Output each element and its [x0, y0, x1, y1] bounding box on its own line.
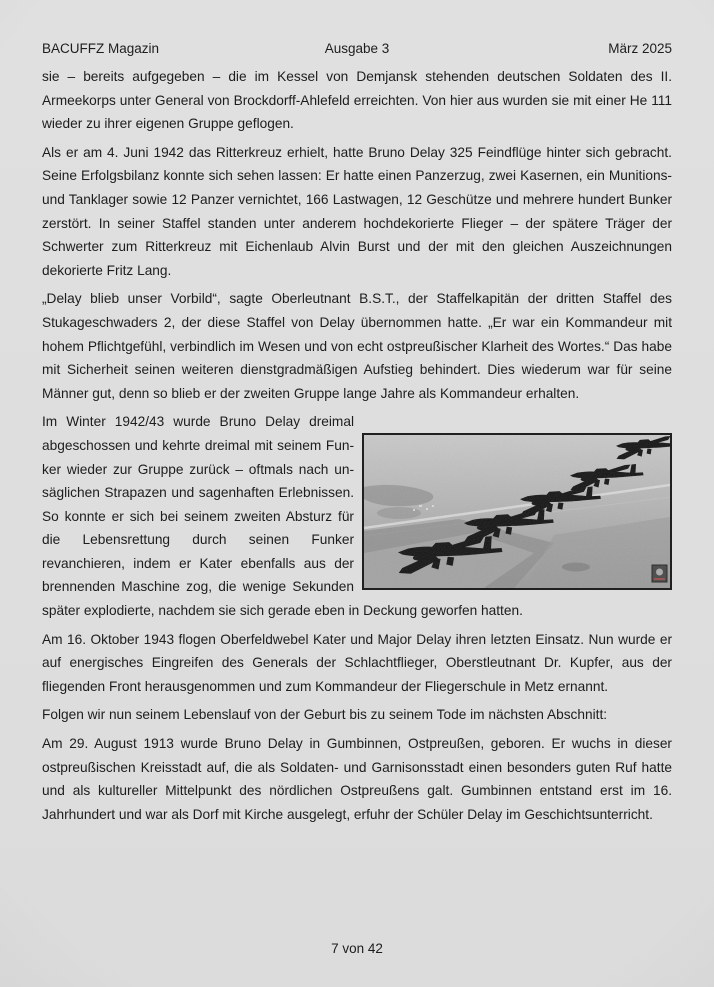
paragraph-text: „Delay blieb unser Vorbild“, sagte Oberleutnant B.S.T., der Staffelkapitän der dritten Staffel des Stukageschwaders 2, der diese Staffel von Delay übernommen hatte. „Er war ein Kommandeur mit hohem Pflichtgefühl, verbindlich im Wesen und von echt ostpreußischer Klarheit des Wortes.“ Das habe mit Sicherheit seinen weiteren dienstgradmäßigen Aufstieg behindert. Dies wiederum war für seine Männer gut, denn so blieb er der zweiten Gruppe lange Jahre als Kommandeur erhalten.: [42, 291, 672, 401]
date-label: März 2025: [608, 41, 672, 56]
paragraph-text: Im Winter 1942/43 wurde Bruno Delay dreimal abgeschossen und kehrte dreimal mit seinem Funker wieder zur Gruppe zurück – oftmals nach unsäglichen Strapazen und sagenhaften Erlebnissen. So konnte er sich bei seinem zweiten Absturz für die Lebensrettung durch seinen Funker revanchieren, indem er Kater ebenfalls aus der brennenden Maschine zog, die wenige Sekunden später explodierte, nachdem sie sich gerade eben in Deckung geworfen hatten.: [42, 414, 523, 619]
paragraph: [42, 287, 672, 405]
paragraph-with-photo: [42, 410, 672, 622]
magazine-title: BACUFFZ Magazin: [42, 41, 160, 56]
article-body: [42, 65, 672, 826]
page-footer: [0, 941, 714, 956]
paragraph: [42, 703, 672, 727]
paragraph: [42, 732, 672, 826]
paragraph: [42, 65, 672, 136]
issue-label: Ausgabe 3: [324, 41, 390, 56]
paragraph-text: Folgen wir nun seinem Lebenslauf von der Geburt bis zu seinem Tode im nächsten Abschnitt:: [42, 707, 608, 723]
paragraph-text: Am 16. Oktober 1943 flogen Oberfeldwebel Kater und Major Delay ihren letzten Einsatz. Nun wurde er auf energisches Eingreifen des Generals der Schlachtflieger, Oberstleutnant Dr. Kupfer, aus der fliegenden Front herausgenommen und zum Kommandeur der Fliegerschule in Metz ernannt.: [42, 631, 672, 694]
stuka-formation-photo-image: [364, 435, 670, 588]
page-number: 7 von 42: [331, 941, 383, 956]
paragraph: [42, 628, 672, 699]
page-header: [42, 40, 672, 58]
paragraph-text: sie – bereits aufgegeben – die im Kessel von Demjansk stehenden deutschen Soldaten des II. Armeekorps unter General von Brockdorff-Ahlefeld erreichten. Von hier aus wurden sie mit einer He 111 wieder zu ihrer eigenen Gruppe geflogen.: [42, 69, 672, 132]
paragraph-text: Am 29. August 1913 wurde Bruno Delay in Gumbinnen, Ostpreußen, geboren. Er wuchs in dieser ostpreußischen Kreisstadt auf, die als Soldaten- und Garnisonsstadt einen besonders guten Ruf hatte und als kultureller Mittelpunkt des nördlichen Ostpreußens galt. Gumbinnen entstand erst im 16. Jahrhundert und war als Dorf mit Kirche ausgelegt, erfuhr der Schüler Delay im Geschichtsunterricht.: [42, 736, 672, 822]
paragraph-text: Als er am 4. Juni 1942 das Ritterkreuz erhielt, hatte Bruno Delay 325 Feindflüge hinter sich gebracht. Seine Erfolgsbilanz konnte sich sehen lassen: Er hatte einen Panzerzug, zwei Kasernen, ein Munitions- und Tanklager sowie 12 Panzer vernichtet, 166 Lastwagen, 12 Geschütze und mehrere hundert Bunker zerstört. In seiner Staffel standen unter anderem hochdekorierte Flieger – der spätere Träger der Schwerter zum Ritterkreuz mit Eichenlaub Alvin Burst und der mit den gleichen Auszeichnungen dekorierte Fritz Lang.: [42, 144, 672, 278]
paragraph: [42, 141, 672, 283]
stuka-formation-photo: [362, 433, 672, 590]
